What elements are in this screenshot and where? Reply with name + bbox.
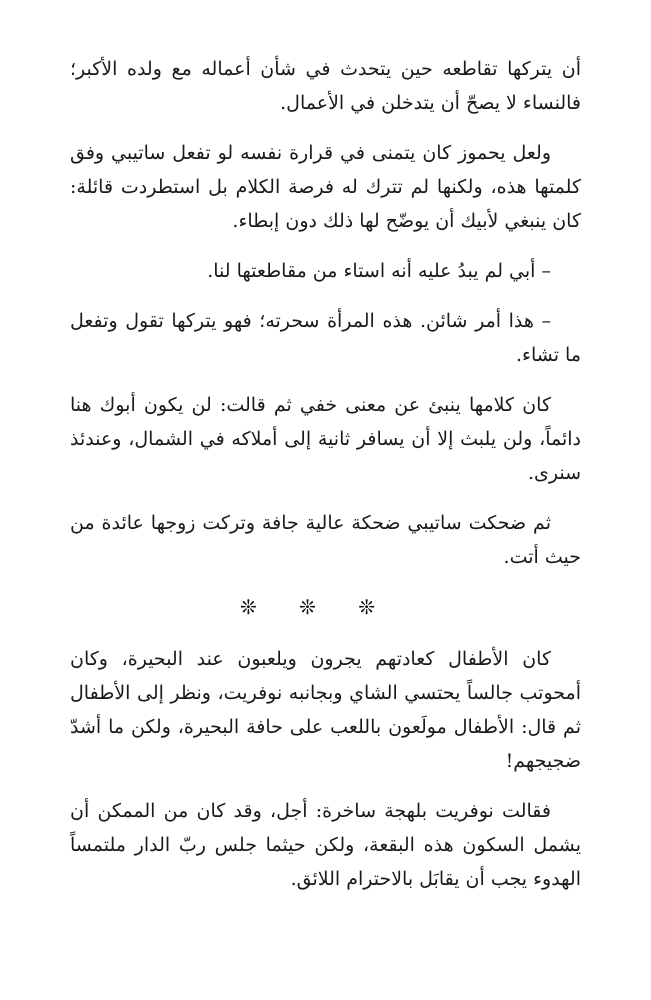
- paragraph-yahmose-wish: ولعل يحموز كان يتمنى في قرارة نفسه لو تفعل ساتيبي وفق كلمتها هذه، ولكنها لم تترك له فرصة الكلام بل استطردت قائلة: كان ينبغي لأبيك أن يوضّح لها ذلك دون إبطاء.: [70, 142, 581, 232]
- paragraph-continuation: أن يتركها تقاطعه حين يتحدث في شأن أعماله مع ولده الأكبر؛ فالنساء لا يصحّ أن يتدخلن في الأعمال.: [70, 58, 581, 114]
- paragraph-nofret-reply: فقالت نوفريت بلهجة ساخرة: أجل، وقد كان من الممكن أن يشمل السكون هذه البقعة، ولكن حيثما جلس ربّ الدار ملتمساً الهدوء يجب أن يقابَل بالاحترام اللائق.: [70, 800, 581, 890]
- dialogue-line-father: – أبي لم يبدُ عليه أنه استاء من مقاطعتها لنا.: [207, 260, 551, 282]
- book-page: [70, 52, 581, 912]
- paragraph-satipy-laughs: ثم ضحكت ساتيبي ضحكة عالية جافة وتركت زوجها عائدة من حيث أتت.: [70, 512, 581, 568]
- paragraph-hidden-meaning: كان كلامها ينبئ عن معنى خفي ثم قالت: لن يكون أبوك هنا دائماً، ولن يلبث إلا أن يسافر ثانية إلى أملاكه في الشمال، وعندئذ سنرى.: [70, 394, 581, 484]
- dialogue-line-shameful: – هذا أمر شائن. هذه المرأة سحرته؛ فهو يتركها تقول وتفعل ما تشاء.: [70, 310, 581, 366]
- paragraph-children-lake: كان الأطفال كعادتهم يجرون ويلعبون عند البحيرة، وكان أمحوتب جالساً يحتسي الشاي وبجانبه نوفريت، ونظر إلى الأطفال ثم قال: الأطفال مولَعون باللعب على حافة البحيرة، ولكن ما أشدّ ضجيجهم!: [70, 648, 581, 772]
- section-separator: ❊ ❊ ❊: [240, 595, 393, 619]
